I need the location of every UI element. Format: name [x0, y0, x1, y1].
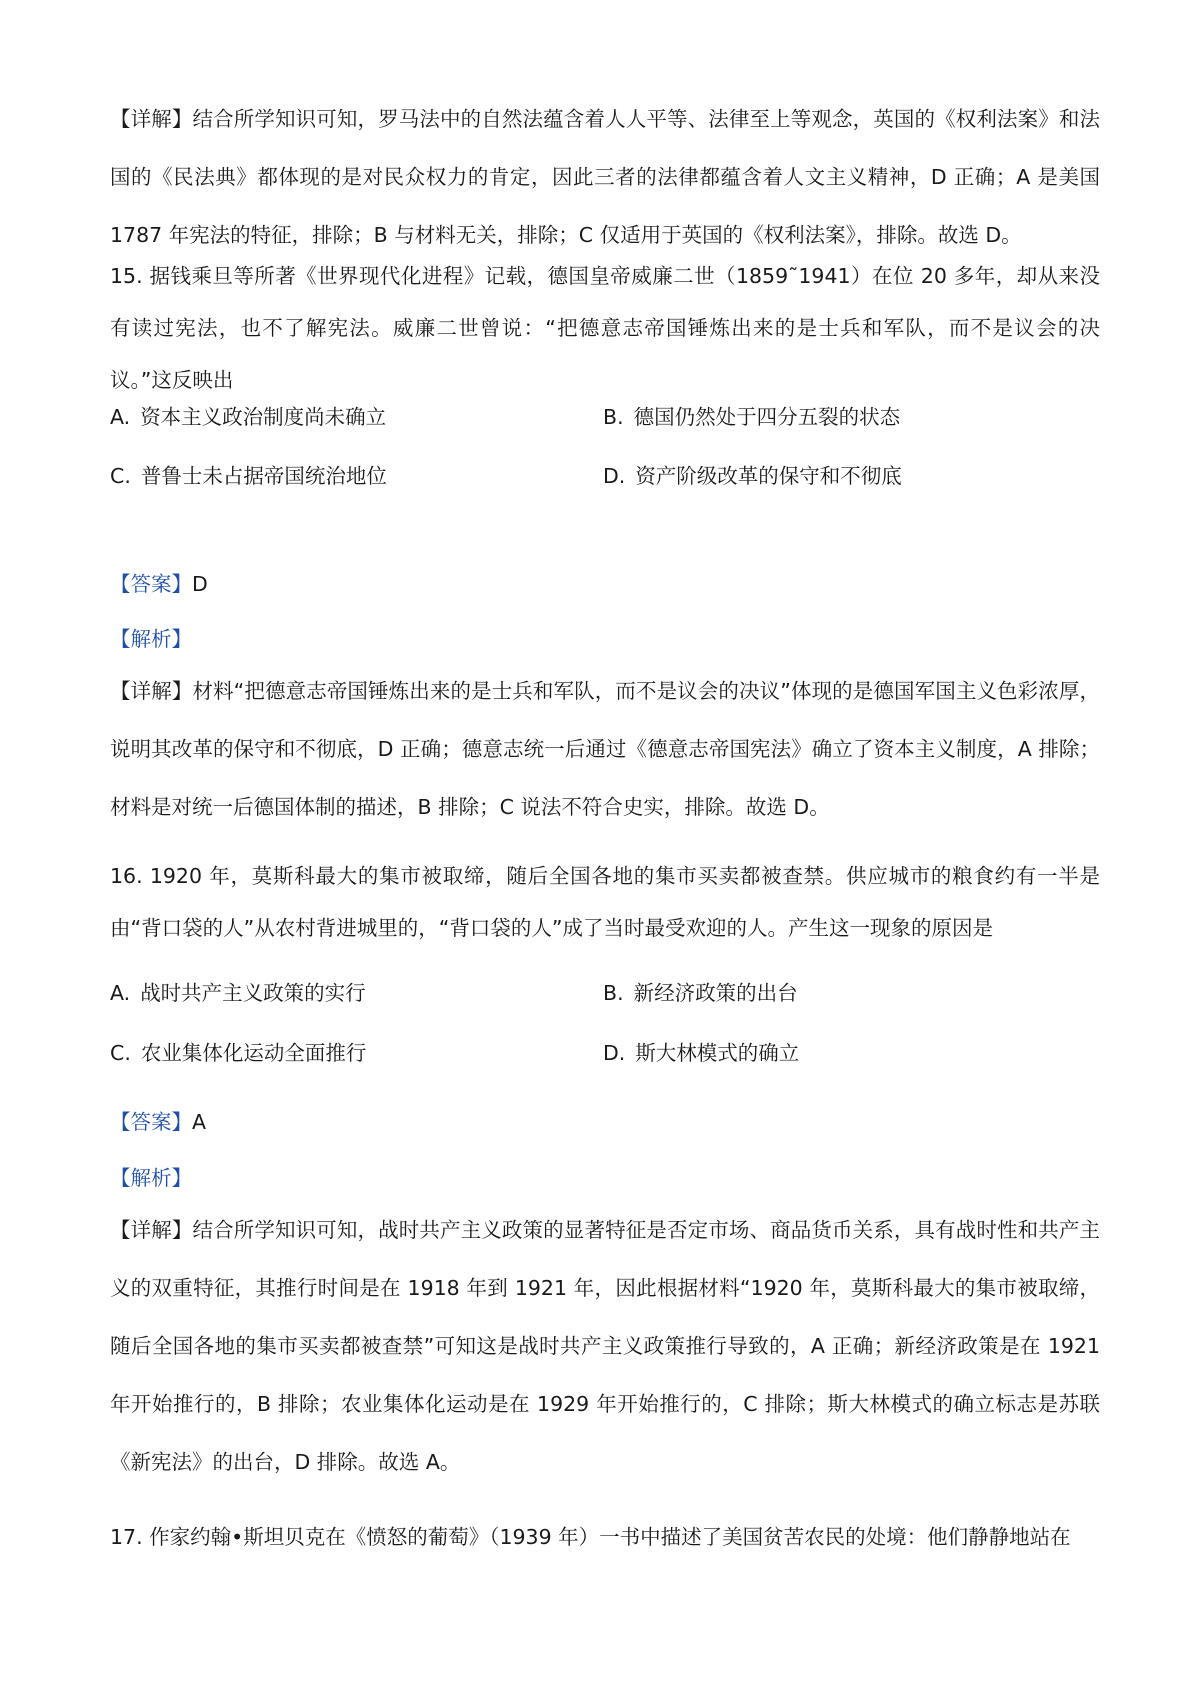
analysis-tag: 【解析】: [110, 1166, 192, 1190]
option-text: 新经济政策的出台: [633, 981, 798, 1005]
option-text: 资本主义政治制度尚未确立: [140, 405, 387, 429]
q16-option-d: [603, 1038, 799, 1068]
option-text: 战时共产主义政策的实行: [140, 981, 366, 1005]
q15-stem: 15. 据钱乘旦等所著《世界现代化进程》记载，德国皇帝威廉二世（1859˜1941）在位 20 多年，却从来没有读过宪法，也不了解宪法。威廉二世曾说：“把德意志帝国锤炼出来的是士兵和军队，而不是议会的决议。”这反映出: [110, 264, 1100, 392]
q15-option-d: [603, 461, 902, 491]
option-key: D.: [603, 464, 626, 488]
detail-text: 材料“把德意志帝国锤炼出来的是士兵和军队，而不是议会的决议”体现的是德国军国主义色彩浓厚，说明其改革的保守和不彻底，D 正确；德意志统一后通过《德意志帝国宪法》确立了资本主义制度，A 排除；材料是对统一后德国体制的描述，B 排除；C 说法不符合史实，排除。故选 D。: [110, 679, 1100, 819]
answer-tag: 【答案】: [110, 572, 192, 596]
option-text: 德国仍然处于四分五裂的状态: [633, 405, 901, 429]
q15-option-a: [110, 402, 386, 432]
answer-value: D: [192, 572, 208, 596]
detail-tag: 【详解】: [110, 107, 193, 131]
option-key: B.: [603, 405, 624, 429]
q16-option-b: [603, 978, 798, 1008]
q15-option-c: [110, 461, 387, 491]
option-key: C.: [110, 464, 131, 488]
q16-answer: [110, 1107, 206, 1137]
analysis-tag: 【解析】: [110, 627, 192, 651]
detail-text: 结合所学知识可知，罗马法中的自然法蕴含着人人平等、法律至上等观念，英国的《权利法案》和法国的《民法典》都体现的是对民众权力的肯定，因此三者的法律都蕴含着人文主义精神，D 正确；A 是美国 1787 年宪法的特征，排除；B 与材料无关，排除；C 仅适用于英国的《权利法案》，排除。故选 D。: [110, 107, 1101, 247]
q15-analysis: [110, 624, 192, 654]
q16-detail: [110, 1201, 1100, 1491]
q16-option-a: [110, 978, 366, 1008]
option-text: 普鲁士未占据帝国统治地位: [140, 464, 387, 488]
option-text: 斯大林模式的确立: [635, 1041, 800, 1065]
q15-answer: [110, 569, 208, 599]
q16-stem: 16. 1920 年，莫斯科最大的集市被取缔，随后全国各地的集市买卖都被查禁。供应城市的粮食约有一半是由“背口袋的人”从农村背进城里的，“背口袋的人”成了当时最受欢迎的人。产生这一现象的原因是: [110, 864, 1100, 940]
option-text: 农业集体化运动全面推行: [140, 1041, 367, 1065]
option-key: C.: [110, 1041, 131, 1065]
option-text: 资产阶级改革的保守和不彻底: [635, 464, 902, 488]
answer-value: A: [192, 1110, 207, 1134]
q15-option-b: [603, 402, 900, 432]
q16-analysis: [110, 1163, 192, 1193]
q16-option-c: [110, 1038, 366, 1068]
q17-stem: 17. 作家约翰•斯坦贝克在《愤怒的葡萄》（1939 年）一书中描述了美国贫苦农民的处境：他们静静地站在: [110, 1525, 1071, 1549]
answer-tag: 【答案】: [110, 1110, 192, 1134]
detail-text: 结合所学知识可知，战时共产主义政策的显著特征是否定市场、商品货币关系，具有战时性和共产主义的双重特征，其推行时间是在 1918 年到 1921 年，因此根据材料“1920 年，莫斯科最大的集市被取缔，随后全国各地的集市买卖都被查禁”可知这是战时共产主义政策推行导致的，A 正确；新经济政策是在 1921 年开始推行的，B 排除；农业集体化运动是在 1929 年开始推行的，C 排除；斯大林模式的确立标志是苏联《新宪法》的出台，D 排除。故选 A。: [110, 1218, 1101, 1474]
option-key: D.: [603, 1041, 626, 1065]
q14-detail: [110, 90, 1100, 264]
option-key: B.: [603, 981, 624, 1005]
detail-tag: 【详解】: [110, 679, 193, 703]
q15-detail: [110, 662, 1100, 836]
detail-tag: 【详解】: [110, 1218, 193, 1242]
option-key: A.: [110, 405, 131, 429]
option-key: A.: [110, 981, 131, 1005]
